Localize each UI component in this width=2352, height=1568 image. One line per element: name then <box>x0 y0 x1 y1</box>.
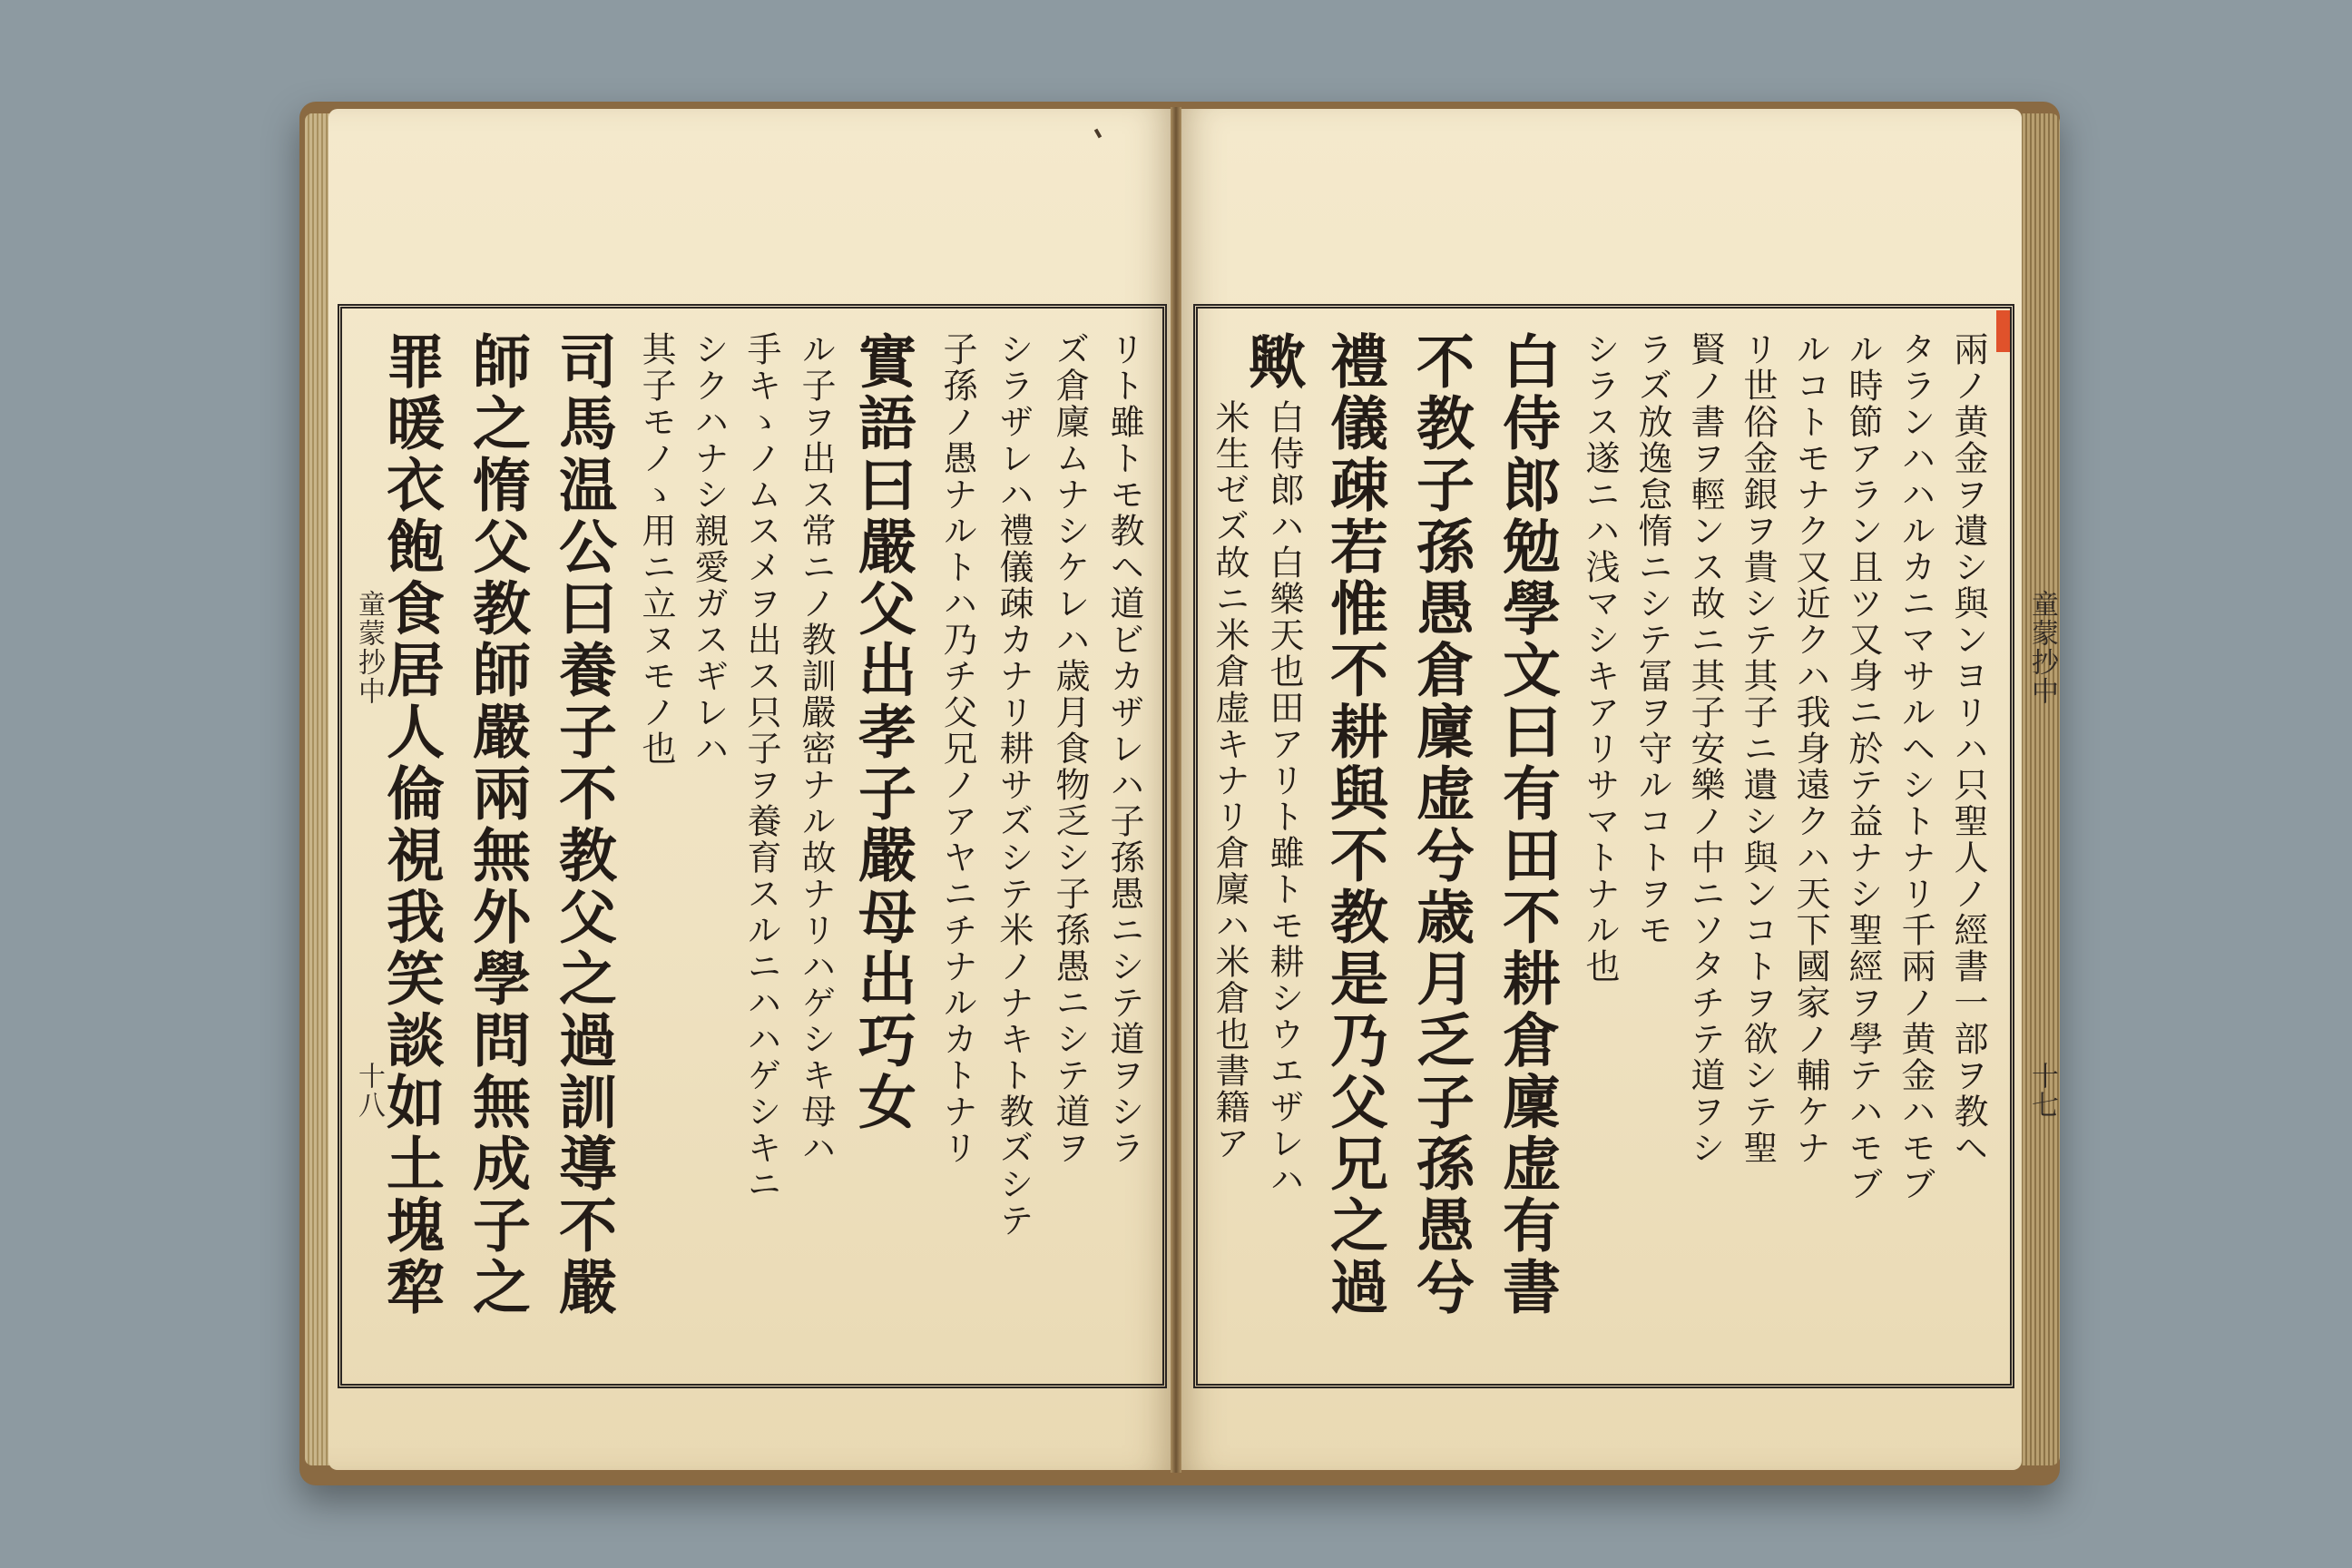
right-column-11: 禮儀疎若惟不耕與不教是乃父兄之過 <box>1320 331 1388 1318</box>
right-page-edges <box>2018 113 2060 1465</box>
right-column-7: ラズ放逸怠惰ニシテ冨ヲ守ルコトヲモ <box>1632 331 1672 948</box>
right-column-14: 米生ゼズ故ニ米倉虚キナリ倉廩ハ米倉也書籍ア <box>1210 399 1250 1161</box>
right-column-5: リ世俗金銀ヲ貴シテ其子ニ遺シ與ンコトヲ欲シテ聖 <box>1738 331 1778 1166</box>
left-column-7: 手キゝノムスメヲ出ス只子ヲ養育スルニハハゲシキニ <box>741 331 781 1202</box>
right-column-1: 兩ノ黄金ヲ遺シ與ンヨリハ只聖人ノ經書一部ヲ教ヘ <box>1948 331 1988 1166</box>
right-column-12: 歟 <box>1239 331 1307 393</box>
right-column-4: ルコトモナク又近クハ我身遠クハ天下國家ノ輔ケナ <box>1790 331 1830 1166</box>
left-page-number: 十八 <box>353 1062 385 1120</box>
right-page-number: 十七 <box>2026 1062 2058 1120</box>
left-column-6: ル子ヲ出ス常ニノ教訓嚴密ナル故ナリハゲシキ母ハ <box>796 331 836 1166</box>
left-column-2: ズ倉廩ムナシケレハ歳月食物乏シ子孫愚ニシテ道ヲ <box>1050 331 1090 1166</box>
right-column-9: 白侍郎勉學文曰有田不耕倉廩虚有書 <box>1493 331 1561 1318</box>
right-column-2: タランハハルカニマサルヘシトナリ千兩ノ黄金ハモブ <box>1896 331 1936 1202</box>
right-margin-title: 童蒙抄中 <box>2026 590 2058 706</box>
left-column-11: 師之惰父教師嚴兩無外學問無成子之 <box>463 331 531 1318</box>
left-column-8: シクハナシ親愛ガスギレハ <box>689 331 729 767</box>
left-column-12: 罪暖衣飽食居人倫視我笑談如土塊犂 <box>377 331 445 1318</box>
left-column-9: 其子モノゝ用ニ立ヌモノ也 <box>636 331 676 767</box>
left-column-4: 子孫ノ愚ナルトハ乃チ父兄ノアヤニチナルカトナリ <box>937 331 977 1166</box>
right-column-6: 賢ノ書ヲ輕ンス故ニ其子安樂ノ中ニソタチテ道ヲシ <box>1685 331 1725 1166</box>
right-column-8: シラス遂ニハ浅マシキアリサマトナル也 <box>1580 331 1620 985</box>
left-margin-title: 童蒙抄中 <box>353 590 385 706</box>
right-column-10: 不教子孫愚倉廩虚兮歳月乏子孫愚兮 <box>1406 331 1475 1318</box>
right-column-13: 白侍郎ハ白樂天也田アリト雖トモ耕シウエザレハ <box>1264 399 1304 1198</box>
left-column-5: 實語曰嚴父出孝子嚴母出巧女 <box>848 331 916 1133</box>
left-column-10: 司馬温公曰養子不教父之過訓導不嚴 <box>549 331 617 1318</box>
left-column-1: リト雖トモ教ヘ道ビカザレハ子孫愚ニシテ道ヲシラ <box>1104 331 1144 1166</box>
left-column-3: シラザレハ禮儀疎カナリ耕サズシテ米ノナキト教ズシテ <box>994 331 1034 1239</box>
book-gutter <box>1171 107 1181 1473</box>
right-column-3: ル時節アラン且ツ又身ニ於テ益ナシ聖經ヲ學テハモブ <box>1843 331 1883 1202</box>
